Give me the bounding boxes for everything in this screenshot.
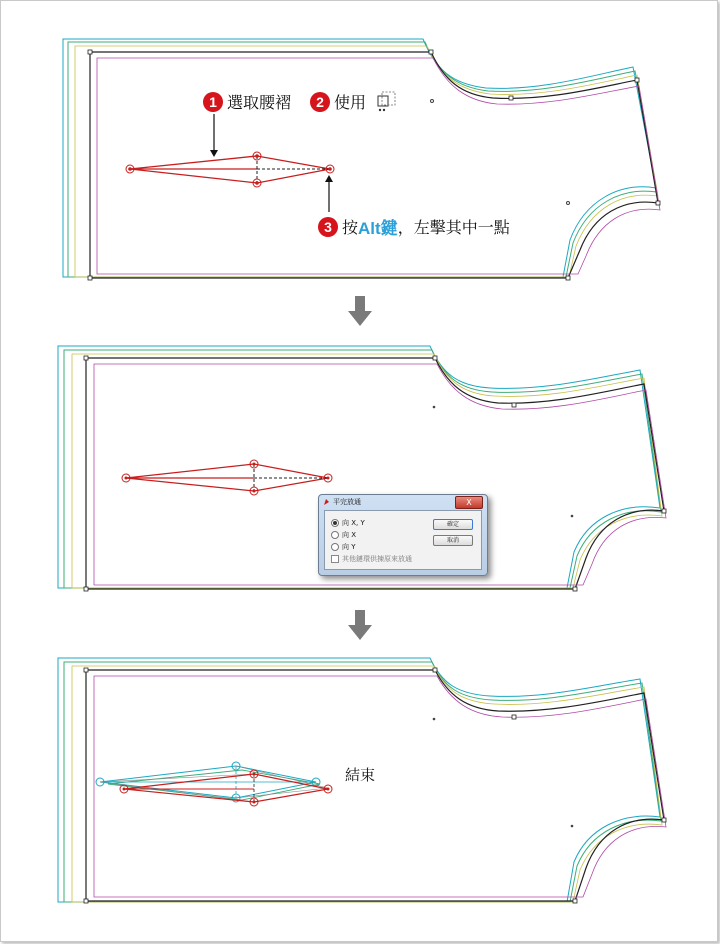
arrow-down-icon <box>348 610 372 640</box>
step-1-badge: 1 <box>203 92 223 112</box>
cancel-button[interactable]: 取消 <box>433 535 473 546</box>
alt-key-label: Alt鍵 <box>358 219 398 238</box>
option-x[interactable] <box>331 530 356 540</box>
radio-xy[interactable] <box>331 519 339 527</box>
keep-links-label: 其他鏈環供揀原來放通 <box>342 555 412 563</box>
dialog-body <box>324 510 482 570</box>
parallel-move-dialog <box>318 494 488 576</box>
panel-step-1 <box>0 0 720 300</box>
parallel-tool-icon <box>378 92 395 111</box>
option-y[interactable] <box>331 542 356 552</box>
option-y-label: 向 Y <box>342 543 356 551</box>
step-3-label <box>318 214 510 239</box>
keep-links-checkbox[interactable] <box>331 555 339 563</box>
radio-y[interactable] <box>331 543 339 551</box>
step-1-text: 選取腰褶 <box>227 93 292 112</box>
waist-dart[interactable] <box>126 152 334 187</box>
pattern-drawing-1 <box>0 0 720 300</box>
option-xy-label: 向 X, Y <box>342 519 365 527</box>
close-button[interactable]: X <box>455 496 483 509</box>
panel-step-3 <box>0 652 720 912</box>
radio-x[interactable] <box>331 531 339 539</box>
step-2-badge: 2 <box>310 92 330 112</box>
dialog-app-icon <box>323 498 330 506</box>
end-label: 結束 <box>345 766 376 784</box>
option-x-label: 向 X <box>342 531 357 539</box>
step-2-label <box>310 90 366 113</box>
option-xy[interactable] <box>331 518 365 528</box>
step-3-badge: 3 <box>318 217 338 237</box>
step-3-suffix: ，左擊其中一點 <box>397 218 510 237</box>
ok-button[interactable]: 確定 <box>433 519 473 530</box>
option-keep-links[interactable] <box>331 554 412 564</box>
step-2-text: 使用 <box>334 93 367 112</box>
step-3-prefix: 按 <box>342 218 359 237</box>
dialog-title: 平完放通 <box>333 498 361 506</box>
waist-dart[interactable] <box>122 460 332 495</box>
arrow-down-icon <box>348 296 372 326</box>
step-1-label <box>203 90 291 113</box>
